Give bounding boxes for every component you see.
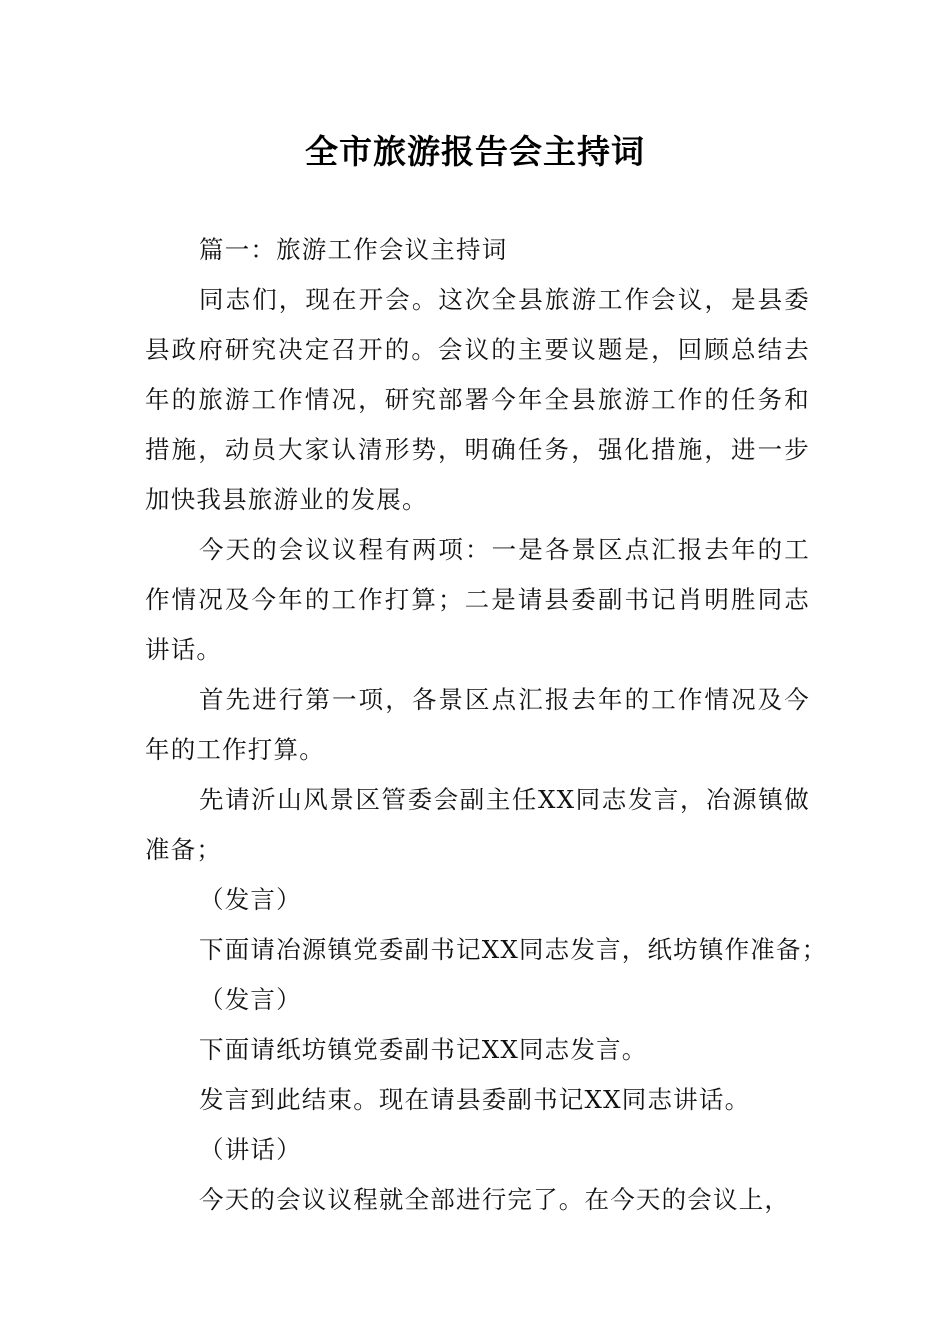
paragraph-conclusion: 今天的会议议程就全部进行完了。在今天的会议上， — [199, 1185, 791, 1214]
paragraph-agenda: 今天的会议议程有两项：一是各景区点汇报去年的工作情况及今年的工作打算；二是请县委副书记肖明胜同志讲话。 — [145, 535, 810, 664]
paragraph-first-item: 首先进行第一项，各景区点汇报去年的工作情况及今年的工作打算。 — [145, 685, 810, 764]
paragraph-second-speaker: 下面请冶源镇党委副书记XX同志发言，纸坊镇作准备； — [199, 935, 828, 964]
paragraph-opening: 同志们，现在开会。这次全县旅游工作会议，是县委县政府研究决定召开的。会议的主要议题是，回顾总结去年的旅游工作情况，研究部署今年全县旅游工作的任务和措施，动员大家认清形势，明确任务，强化措施，进一步加快我县旅游业的发展。 — [145, 285, 810, 514]
section-heading: 篇一：旅游工作会议主持词 — [199, 235, 508, 264]
paragraph-closing-speeches: 发言到此结束。现在请县委副书记XX同志讲话。 — [199, 1085, 751, 1114]
paragraph-third-speaker: 下面请纸坊镇党委副书记XX同志发言。 — [199, 1035, 648, 1064]
stage-note: （发言） — [199, 985, 302, 1014]
document-title: 全市旅游报告会主持词 — [305, 132, 645, 171]
stage-note: （发言） — [199, 885, 302, 914]
stage-note: （讲话） — [199, 1135, 302, 1164]
paragraph-first-speaker: 先请沂山风景区管委会副主任XX同志发言，冶源镇做准备； — [145, 785, 810, 864]
document-body — [145, 225, 828, 1225]
